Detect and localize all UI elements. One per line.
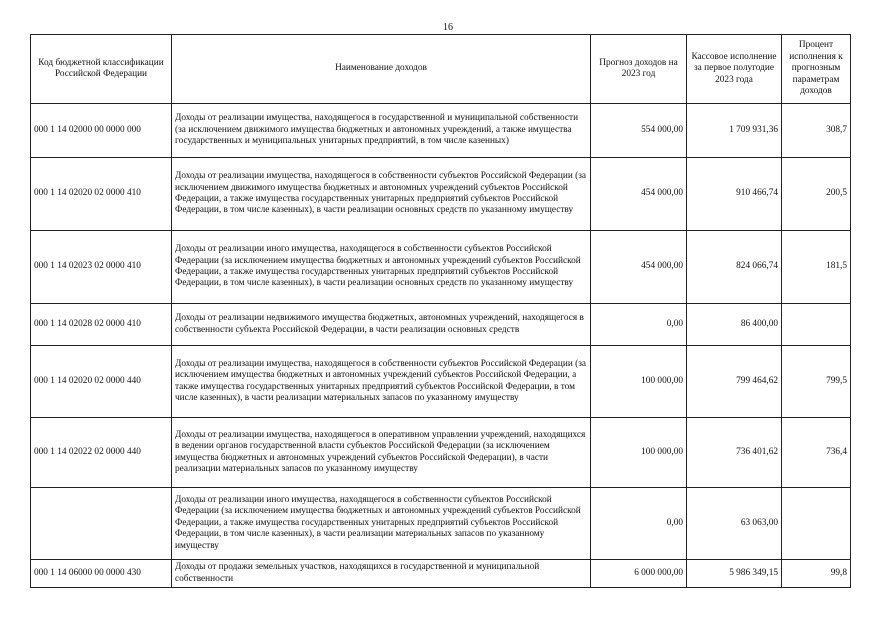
table-row: [31, 231, 851, 304]
cell-percent: 200,5: [782, 158, 851, 231]
cell-forecast: 554 000,00: [591, 104, 687, 158]
cell-code: 000 1 14 02028 02 0000 410: [31, 304, 172, 346]
cell-name: Доходы от реализации имущества, находящегося в оперативном управлении учреждений, находящихся в ведении органов государственной власти субъектов Российской Федерации (за исключением имущества бюджетных и автономных учреждений субъектов Российской Федерации), в части реализации материальных запасов по указанному имуществу: [172, 418, 591, 488]
cell-actual: 5 986 349,15: [687, 560, 782, 588]
cell-code: 000 1 14 02023 02 0000 410: [31, 231, 172, 304]
cell-percent: 181,5: [782, 231, 851, 304]
table-row: [31, 158, 851, 231]
cell-forecast: 454 000,00: [591, 231, 687, 304]
cell-name: Доходы от реализации имущества, находящегося в государственной и муниципальной собственности (за исключением движимого имущества бюджетных и автономных учреждений, а также имущества государственных и муниципальных унитарных предприятий, в том числе казенных): [172, 104, 591, 158]
cell-actual: 86 400,00: [687, 304, 782, 346]
cell-percent: 736,4: [782, 418, 851, 488]
table-row: [31, 560, 851, 588]
header-code: Код бюджетной классификации Российской Федерации: [31, 35, 172, 104]
cell-code: 000 1 14 02022 02 0000 440: [31, 418, 172, 488]
cell-actual: 1 709 931,36: [687, 104, 782, 158]
table-row: [31, 304, 851, 346]
cell-forecast: 454 000,00: [591, 158, 687, 231]
cell-code: 000 1 14 02000 00 0000 000: [31, 104, 172, 158]
table-row: [31, 346, 851, 418]
cell-forecast: 100 000,00: [591, 418, 687, 488]
cell-percent: [782, 488, 851, 560]
header-actual: Кассовое исполнение за первое полугодие 2023 года: [687, 35, 782, 104]
cell-name: Доходы от реализации имущества, находящегося в собственности субъектов Российской Федерации (за исключением движимого имущества бюджетных и автономных учреждений субъектов Российской Федерации, а также имущества государственных унитарных предприятий субъектов Российской Федерации, в том числе казенных), в части реализации основных средств по указанному имуществу: [172, 158, 591, 231]
cell-actual: 799 464,62: [687, 346, 782, 418]
header-percent: Процент исполнения к прогнозным параметрам доходов: [782, 35, 851, 104]
table-row: [31, 104, 851, 158]
table-row: [31, 488, 851, 560]
page-number: 16: [443, 22, 453, 33]
cell-percent: 99,8: [782, 560, 851, 588]
cell-name: Доходы от реализации недвижимого имущества бюджетных, автономных учреждений, находящегося в собственности субъекта Российской Федерации, в части реализации основных средств: [172, 304, 591, 346]
cell-actual: 824 066,74: [687, 231, 782, 304]
cell-name: Доходы от реализации иного имущества, находящегося в собственности субъектов Российской Федерации (за исключением имущества бюджетных и автономных учреждений субъектов Российской Федерации, а также имущества государственных унитарных предприятий субъектов Российской Федерации, в том числе казенных), в части реализации материальных запасов по указанному имуществу: [172, 488, 591, 560]
cell-forecast: 6 000 000,00: [591, 560, 687, 588]
header-forecast: Прогноз доходов на 2023 год: [591, 35, 687, 104]
cell-code: 000 1 14 06000 00 0000 430: [31, 560, 172, 588]
header-name: Наименование доходов: [172, 35, 591, 104]
cell-name: Доходы от реализации иного имущества, находящегося в собственности субъектов Российской Федерации (за исключением имущества бюджетных и автономных учреждений субъектов Российской Федерации, а также имущества государственных унитарных предприятий субъектов Российской Федерации, в том числе казенных), в части реализации основных средств по указанному имуществу: [172, 231, 591, 304]
cell-name: Доходы от продажи земельных участков, находящихся в государственной и муниципальной собственности: [172, 560, 591, 588]
cell-percent: 799,5: [782, 346, 851, 418]
cell-percent: 308,7: [782, 104, 851, 158]
table-header-row: [31, 35, 851, 104]
cell-percent: [782, 304, 851, 346]
cell-code: 000 1 14 02020 02 0000 410: [31, 158, 172, 231]
cell-forecast: 0,00: [591, 488, 687, 560]
cell-code: 000 1 14 02020 02 0000 440: [31, 346, 172, 418]
cell-code: [31, 488, 172, 560]
cell-actual: 910 466,74: [687, 158, 782, 231]
cell-forecast: 100 000,00: [591, 346, 687, 418]
cell-forecast: 0,00: [591, 304, 687, 346]
table-row: [31, 418, 851, 488]
cell-name: Доходы от реализации имущества, находящегося в собственности субъектов Российской Федерации (за исключением имущества бюджетных и автономных учреждений субъектов Российской Федерации, а также имущества государственных унитарных предприятий субъектов Российской Федерации, в том числе казенных), в части реализации материальных запасов по указанному имуществу: [172, 346, 591, 418]
cell-actual: 736 401,62: [687, 418, 782, 488]
revenue-table: [30, 34, 851, 588]
cell-actual: 63 063,00: [687, 488, 782, 560]
